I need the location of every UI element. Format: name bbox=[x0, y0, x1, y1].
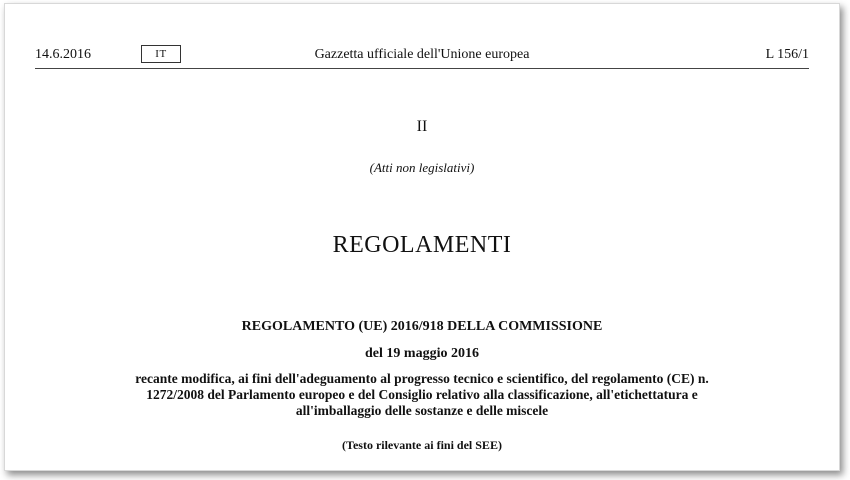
regulation-title: REGOLAMENTO (UE) 2016/918 DELLA COMMISSIONE bbox=[241, 319, 603, 334]
journal-title: Gazzetta ufficiale dell'Unione europea bbox=[314, 47, 530, 62]
page-header bbox=[35, 44, 809, 69]
publication-date: 14.6.2016 bbox=[35, 47, 91, 62]
regulation-description: recante modifica, ai fini dell'adeguamento al progresso tecnico e scientifico, del regolamento (CE) n. 1272/2008 del Parlamento europeo e del Consiglio relativo alla classificazione, all'etichettatura e all'imballaggio delle sostanze e delle miscele bbox=[135, 371, 709, 418]
document-page bbox=[4, 3, 840, 471]
section-subtitle: (Atti non legislativi) bbox=[369, 160, 475, 175]
language-badge: IT bbox=[141, 45, 181, 63]
page-reference: L 156/1 bbox=[765, 47, 809, 62]
regulation-date: del 19 maggio 2016 bbox=[365, 346, 479, 361]
section-title: REGOLAMENTI bbox=[332, 232, 512, 258]
section-number: II bbox=[416, 118, 428, 135]
regulation-note: (Testo rilevante ai fini del SEE) bbox=[342, 438, 502, 452]
